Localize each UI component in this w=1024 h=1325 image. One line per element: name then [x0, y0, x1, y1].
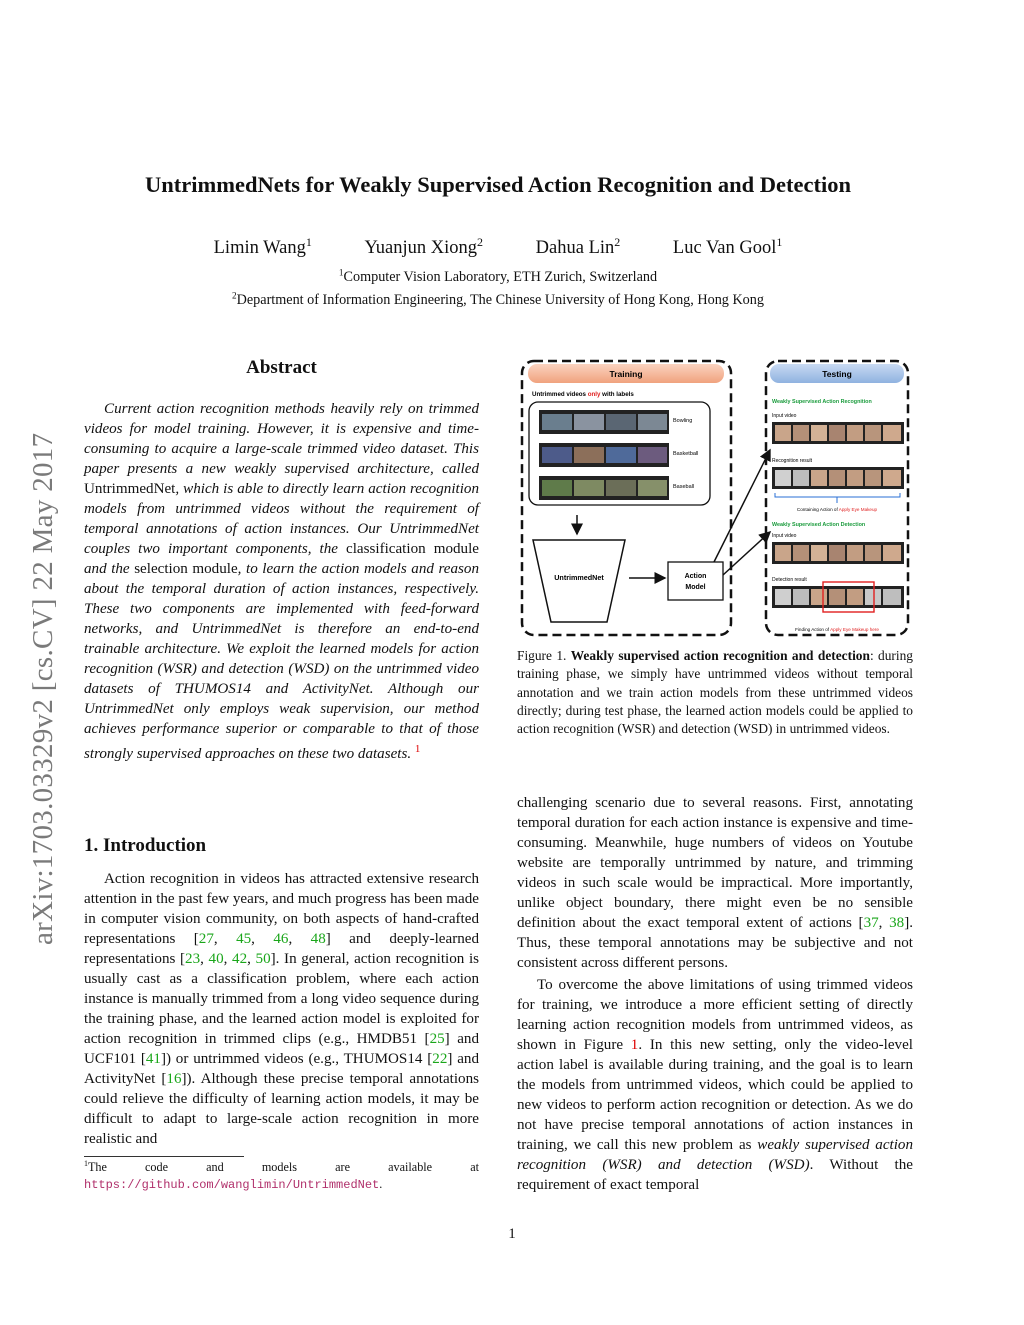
- arxiv-id: arXiv:1703.03329v2 [cs.CV] 22 May 2017: [27, 432, 59, 945]
- citation-link[interactable]: 38: [889, 915, 905, 931]
- wsr-result-filmstrip: [772, 467, 904, 489]
- citation-link[interactable]: 45: [236, 931, 252, 947]
- citation-link[interactable]: 25: [429, 1031, 445, 1047]
- abstract-text: Current action recognition methods heavily rely on trimmed videos for model training. However, it is expensive and time-consuming to acquire a large-scale trimmed video dataset. This paper presents a new weakly supervised architecture, called UntrimmedNet, which is able to directly learn action recognition models from untrimmed videos without the requirement of temporal annotations of action instances. Our UntrimmedNet couples two important components, the classification module and the selection module, to learn the action models and reason about the temporal duration of action instances, respectively. These two components are implemented with feed-forward networks, and UntrimmedNet is therefore an end-to-end trainable architecture. We exploit the learned models for action recognition (WSR) and detection (WSD) on the untrimmed video datasets of THUMOS14 and ActivityNet. Although our UntrimmedNet only employs weak supervision, our method achieves performance superior or comparable to that of those strongly supervised approaches on these two datasets. $^1$: [84, 401, 479, 763]
- citation-link[interactable]: 41: [145, 1051, 161, 1067]
- figure-caption: Figure 1. Weakly supervised action recognition and detection: during training phase, we simply have untrimmed videos without temporal annotation and we train action models from these untrimmed videos directly; during test phase, the learned action models could be applied to action recognition (WSR) and detection (WSD) in untrimmed videos.: [517, 648, 914, 737]
- svg-text:Input video: Input video: [772, 413, 797, 419]
- citation-link[interactable]: 46: [273, 931, 289, 947]
- code-link[interactable]: https://github.com/wanglimin/UntrimmedNet: [84, 1178, 380, 1192]
- author: Dahua Lin$^2$: [535, 234, 621, 258]
- body-paragraph: To overcome the above limitations of using trimmed videos for training, we introduce a more efficient setting of directly learning action recognition models from untrimmed videos, as shown in Figure 1. In this new setting, only the video-level action label is available during training, and the goal is to learn the models from untrimmed videos, which could be applied to new videos to perform action recognition or detection. As we do not have precise temporal annotations of action instances in training, we call this new problem as weakly supervised action recognition (WSR) and detection (WSD). Without the requirement of exact temporal: [517, 977, 913, 1193]
- svg-text:Model: Model: [685, 584, 706, 591]
- training-label: Training: [609, 369, 643, 379]
- footnote: $^1$The code and models are available at https://github.com/wanglimin/UntrimmedNet.: [84, 1158, 479, 1192]
- body-paragraph: challenging scenario due to several reasons. First, annotating temporal duration for each action instance is expensive and time-consuming. Meanwhile, huge numbers of videos on Youtube website are temporally untrimmed by nature, and trimming videos in such scale would be impractical. More importantly, unlike object boundary, there might even be no sensible definition about the exact temporal extent of actions [37, 38]. Thus, these temporal annotations may be subjective and not consistent across different persons.: [517, 795, 913, 971]
- wsd-title: Weakly Supervised Action Detection: [772, 522, 866, 528]
- intro-paragraph: Action recognition in videos has attracted extensive research attention in the past few years, and much progress has been made in computer vision community, on both aspects of hand-crafted representations [27, 45, 46, 48] and deeply-learned representations [23, 40, 42, 50]. In general, action recognition is usually cast as a classification problem, where each action instance is manually trimmed from a long video sequence during the training phase, and the learned action model is exploited for action recognition in trimmed clips (e.g., HMDB51 [25] and UCF101 [41]) or untrimmed videos (e.g., THUMOS14 [22] and ActivityNet [16]). Although these precise temporal annotations could relieve the difficulty of learning action models, it may be difficult to adapt to large-scale action recognition in more realistic and: [84, 871, 480, 1147]
- class-label: Basketball: [673, 451, 699, 457]
- figure-1-diagram: [517, 352, 913, 644]
- author-list: [60, 234, 936, 259]
- citation-link[interactable]: 50: [255, 951, 271, 967]
- svg-text:UntrimmedNet: UntrimmedNet: [554, 573, 604, 582]
- citation-link[interactable]: 22: [432, 1051, 448, 1067]
- recognition-bracket: [775, 493, 900, 503]
- baseball-filmstrip: [539, 476, 669, 500]
- page-number: 1: [508, 1226, 516, 1242]
- wsr-input-filmstrip: [772, 422, 904, 444]
- paper-title: UntrimmedNets for Weakly Supervised Action Recognition and Detection: [144, 172, 851, 197]
- arrow-to-wsr: [714, 450, 770, 562]
- containing-action-text: Containing Action of Apply Eye Makeup: [796, 507, 878, 512]
- bowling-filmstrip: [539, 410, 669, 434]
- citation-link[interactable]: 42: [232, 951, 248, 967]
- author: Limin Wang$^1$: [213, 234, 312, 258]
- figure-link[interactable]: 1: [630, 1037, 639, 1053]
- affiliation: $^1$Computer Vision Laboratory, ETH Zurich, Switzerland: [338, 267, 658, 285]
- class-label: Bowling: [673, 418, 693, 424]
- wsd-input-filmstrip: [772, 542, 904, 564]
- svg-text:Input video: Input video: [772, 533, 797, 539]
- finding-action-text: Finding Action of Apply Eye Makeup here: [795, 627, 879, 632]
- author: Luc Van Gool$^1$: [672, 234, 783, 258]
- citation-link[interactable]: 37: [863, 915, 879, 931]
- svg-text:Action: Action: [684, 573, 707, 580]
- footnote-ref[interactable]: 1: [414, 743, 421, 755]
- citation-link[interactable]: 48: [310, 931, 326, 947]
- class-label: Baseball: [673, 484, 695, 490]
- wsd-result-filmstrip: [772, 586, 904, 608]
- svg-text:Testing: Testing: [822, 369, 852, 379]
- citation-link[interactable]: 27: [198, 931, 214, 947]
- basketball-filmstrip: [539, 443, 669, 467]
- author: Yuanjun Xiong$^2$: [364, 234, 484, 258]
- abstract-heading: Abstract: [246, 357, 317, 378]
- untrimmed-videos-label: Untrimmed videos only with labels: [532, 391, 634, 398]
- citation-link[interactable]: 23: [185, 951, 201, 967]
- wsr-title: Weakly Supervised Action Recognition: [772, 399, 872, 405]
- citation-link[interactable]: 16: [166, 1071, 182, 1087]
- section-heading: 1. Introduction: [84, 835, 207, 856]
- svg-text:Detection result: Detection result: [772, 577, 807, 583]
- arxiv-stamp: [14, 345, 60, 945]
- action-model-box: [668, 562, 723, 600]
- svg-text:Recognition result: Recognition result: [772, 458, 813, 464]
- citation-link[interactable]: 40: [208, 951, 224, 967]
- affiliation: $^2$Department of Information Engineering, The Chinese University of Hong Kong, Hong Kong: [232, 290, 764, 308]
- footnote-divider: [84, 1156, 244, 1157]
